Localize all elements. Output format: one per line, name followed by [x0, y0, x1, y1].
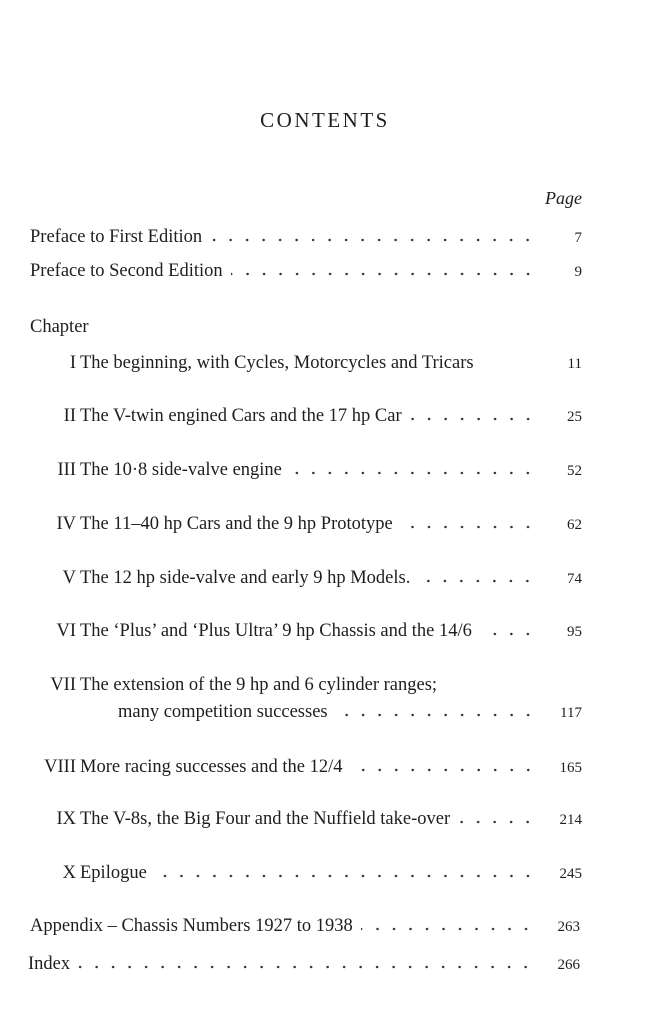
- entry-title: The V-8s, the Big Four and the Nuffield take-over: [80, 809, 451, 829]
- page-number: 62: [567, 517, 582, 533]
- page-number: 117: [560, 705, 582, 721]
- entry-title: The extension of the 9 hp and 6 cylinder ranges;: [80, 675, 438, 695]
- dot-leader: [361, 926, 534, 932]
- dot-leader: [155, 873, 536, 879]
- entry-title: The beginning, with Cycles, Motorcycles and Tricars: [80, 353, 474, 373]
- page-number: 266: [557, 957, 580, 973]
- contents-title: CONTENTS: [260, 108, 390, 132]
- dot-leader: [210, 237, 536, 243]
- dot-leader: [401, 524, 536, 530]
- dot-leader: [458, 819, 536, 825]
- entry-title: The 11–40 hp Cars and the 9 hp Prototype: [80, 514, 393, 534]
- dot-leader: [410, 416, 536, 422]
- toc-entry-appendix[interactable]: [30, 914, 580, 938]
- page-number: 74: [567, 571, 582, 587]
- entry-title: The ‘Plus’ and ‘Plus Ultra’ 9 hp Chassis and the 14/6: [80, 621, 472, 641]
- toc-entry-preface-first[interactable]: [30, 225, 582, 249]
- toc-entry-chapter[interactable]: [10, 512, 582, 536]
- entry-title: Epilogue: [80, 863, 147, 883]
- chapter-number: V: [62, 568, 76, 588]
- entry-title: Appendix – Chassis Numbers 1927 to 1938: [30, 916, 353, 936]
- chapter-number: VIII: [44, 757, 76, 777]
- toc-entry-chapter[interactable]: [10, 619, 582, 643]
- toc-entry-chapter[interactable]: [10, 404, 582, 428]
- toc-entry-chapter[interactable]: [10, 673, 582, 697]
- dot-leader: [480, 631, 536, 637]
- page-number: 245: [559, 866, 582, 882]
- page-number: 9: [574, 264, 582, 280]
- chapter-number: II: [63, 406, 76, 426]
- toc-entry-chapter[interactable]: [10, 351, 582, 375]
- toc-entry-chapter[interactable]: [10, 566, 582, 590]
- chapter-number: III: [57, 460, 76, 480]
- page-number: 263: [557, 919, 580, 935]
- entry-title: Preface to First Edition: [30, 227, 203, 247]
- page-number: 214: [559, 812, 582, 828]
- entry-title: Index: [28, 954, 71, 974]
- chapter-number: IV: [56, 514, 76, 534]
- dot-leader: [336, 712, 536, 718]
- entry-title: Preface to Second Edition: [30, 261, 223, 281]
- page-number: 11: [567, 356, 582, 372]
- page-number: 7: [574, 230, 582, 246]
- chapter-label: Chapter: [30, 317, 89, 337]
- page-number: 52: [567, 463, 582, 479]
- dot-leader: [351, 767, 536, 773]
- toc-entry-chapter[interactable]: [10, 861, 582, 885]
- chapter-number: VI: [56, 621, 76, 641]
- chapter-number: X: [62, 863, 76, 883]
- toc-entry-chapter[interactable]: [10, 755, 582, 779]
- page-number: 25: [567, 409, 582, 425]
- chapter-number: I: [69, 353, 76, 373]
- page-number: 165: [559, 760, 582, 776]
- chapter-number: VII: [50, 675, 76, 695]
- entry-title: More racing successes and the 12/4: [80, 757, 343, 777]
- chapter-number: IX: [56, 809, 76, 829]
- entry-title-continued: many competition successes: [118, 702, 328, 722]
- toc-entry-chapter-continuation[interactable]: [118, 700, 582, 724]
- toc-entry-index[interactable]: [28, 952, 580, 976]
- page-number: 95: [567, 624, 582, 640]
- entry-title: The 12 hp side-valve and early 9 hp Models.: [80, 568, 411, 588]
- toc-entry-preface-second[interactable]: [30, 259, 582, 283]
- entry-title: The V-twin engined Cars and the 17 hp Car: [80, 406, 402, 426]
- dot-leader: [290, 470, 536, 476]
- entry-title: The 10·8 side-valve engine: [80, 460, 282, 480]
- dot-leader: [418, 578, 536, 584]
- toc-entry-chapter[interactable]: [10, 458, 582, 482]
- dot-leader: [78, 964, 534, 970]
- toc-entry-chapter[interactable]: [10, 807, 582, 831]
- page-column-header: Page: [545, 188, 582, 208]
- dot-leader: [231, 271, 536, 277]
